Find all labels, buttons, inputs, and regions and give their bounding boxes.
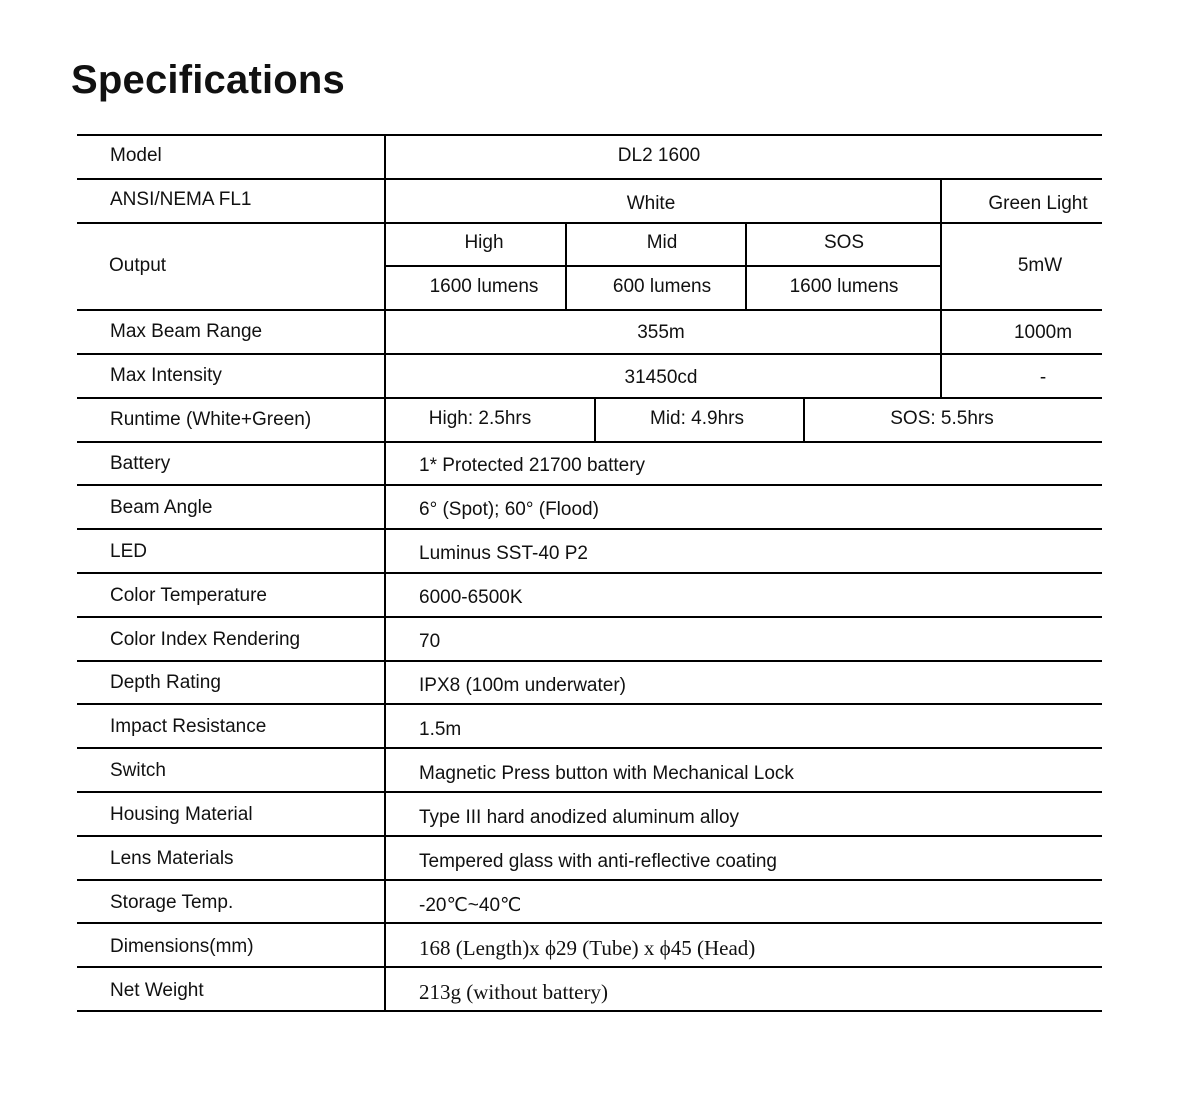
lumens-mid: 600 lumens — [612, 276, 712, 297]
spec-value-impact-resistance: 1.5m — [419, 719, 462, 740]
runtime-label: Runtime (White+Green) — [110, 409, 312, 430]
spec-label-impact-resistance: Impact Resistance — [110, 716, 267, 737]
beam-range-white: 355m — [637, 322, 685, 343]
spec-value-switch: Magnetic Press button with Mechanical Lock — [419, 763, 794, 784]
row-divider — [77, 747, 1102, 749]
spec-label-lens-materials: Lens Materials — [110, 848, 234, 869]
mode-sos: SOS — [823, 232, 865, 253]
model-value: DL2 1600 — [617, 145, 701, 166]
row-divider — [77, 966, 1102, 968]
intensity-white: 31450cd — [624, 367, 698, 388]
row-divider — [77, 791, 1102, 793]
column-divider — [745, 222, 747, 310]
spec-label-dimensions: Dimensions(mm) — [110, 936, 254, 957]
spec-label-switch: Switch — [110, 760, 166, 781]
spec-value-cri: 70 — [419, 631, 441, 652]
green-output: 5mW — [1017, 255, 1063, 276]
beam-range-label: Max Beam Range — [110, 321, 263, 342]
runtime-mid: Mid: 4.9hrs — [650, 408, 744, 429]
spec-label-led: LED — [110, 541, 147, 562]
spec-label-battery: Battery — [110, 453, 171, 474]
runtime-sos: SOS: 5.5hrs — [890, 408, 994, 429]
spec-label-housing-material: Housing Material — [110, 804, 253, 825]
row-divider — [77, 922, 1102, 924]
row-divider — [77, 484, 1102, 486]
spec-value-battery: 1* Protected 21700 battery — [419, 455, 646, 476]
row-divider — [77, 134, 1102, 136]
spec-label-depth-rating: Depth Rating — [110, 672, 221, 693]
spec-value-led: Luminus SST-40 P2 — [419, 543, 588, 564]
row-divider — [77, 616, 1102, 618]
spec-label-net-weight: Net Weight — [110, 980, 204, 1001]
lumens-sos: 1600 lumens — [789, 276, 899, 297]
spec-value-storage-temp: -20℃~40℃ — [419, 895, 522, 916]
row-divider — [77, 879, 1102, 881]
intensity-label: Max Intensity — [110, 365, 222, 386]
row-divider — [77, 353, 1102, 355]
spec-value-net-weight: 213g (without battery) — [419, 980, 608, 1004]
column-divider — [594, 397, 596, 442]
row-divider — [77, 703, 1102, 705]
spec-label-storage-temp: Storage Temp. — [110, 892, 234, 913]
column-divider — [940, 178, 942, 398]
spec-value-depth-rating: IPX8 (100m underwater) — [419, 675, 626, 696]
row-divider — [77, 397, 1102, 399]
row-divider — [385, 265, 941, 267]
column-divider — [565, 222, 567, 310]
lumens-high: 1600 lumens — [429, 276, 539, 297]
row-divider — [77, 835, 1102, 837]
green-light-header: Green Light — [988, 193, 1088, 214]
beam-range-green: 1000m — [1013, 322, 1073, 343]
spec-value-lens-materials: Tempered glass with anti-reflective coating — [419, 851, 778, 872]
mode-high: High — [464, 232, 504, 253]
output-label: Output — [109, 255, 167, 276]
column-divider — [384, 134, 386, 1012]
spec-value-beam-angle: 6° (Spot); 60° (Flood) — [419, 499, 599, 520]
row-divider — [77, 572, 1102, 574]
intensity-green: - — [1039, 367, 1047, 388]
row-divider — [77, 528, 1102, 530]
spec-label-cri: Color Index Rendering — [110, 629, 301, 650]
column-divider — [803, 397, 805, 442]
spec-value-housing-material: Type III hard anodized aluminum alloy — [419, 807, 740, 828]
spec-label-beam-angle: Beam Angle — [110, 497, 213, 518]
row-divider — [77, 222, 1102, 224]
ansi-label: ANSI/NEMA FL1 — [110, 189, 252, 210]
model-label: Model — [110, 145, 162, 166]
white-header: White — [626, 193, 676, 214]
spec-value-dimensions: 168 (Length)x ϕ29 (Tube) x ϕ45 (Head) — [419, 936, 756, 960]
mode-mid: Mid — [646, 232, 678, 253]
row-divider — [77, 441, 1102, 443]
row-divider — [77, 660, 1102, 662]
spec-label-color-temperature: Color Temperature — [110, 585, 268, 606]
row-divider — [77, 309, 1102, 311]
row-divider — [77, 178, 1102, 180]
page-title: Specifications — [71, 58, 345, 102]
runtime-high: High: 2.5hrs — [428, 408, 532, 429]
row-divider — [77, 1010, 1102, 1012]
spec-value-color-temperature: 6000-6500K — [419, 587, 523, 608]
